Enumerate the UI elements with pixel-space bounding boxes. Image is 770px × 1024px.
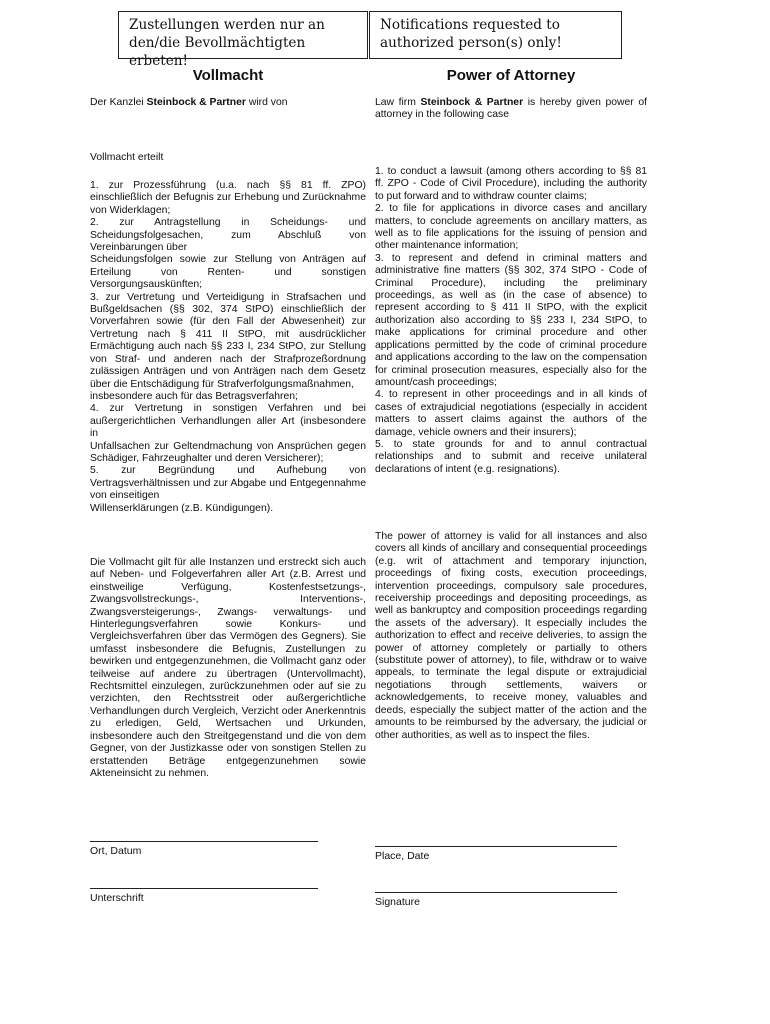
intro-german-prefix: Der Kanzlei — [90, 97, 147, 108]
notice-text-german: Zustellungen werden nur an den/die Bevollmächtigten erbeten! — [129, 17, 325, 69]
clauses-english — [375, 166, 647, 476]
clause-english-1: 1. to conduct a lawsuit (among others according to §§ 81 ff. ZPO - Code of Civil Procedure), including the authority to put forward and to withdraw counter claims; — [375, 166, 647, 202]
validity-paragraph-german: Die Vollmacht gilt für alle Instanzen und erstreckt sich auch auf Neben- und Folgeverfahren aller Art (z.B. Arrest und einstweilige Verfügung, Kostenfestsetzungs-, Zwangsvollstreckungs-, Interventions-, Zwangsversteigerungs-, Zwangs- verwaltungs- und Hinterlegungsverfahren sowie Konkurs- und Vergleichsverfahren über das Vermögen des Gegners). Sie umfasst insbesondere die Befugnis, Zustellungen zu bewirken und entgegenzunehmen, die Vollmacht ganz oder teilweise auf andere zu übertragen (Untervollmacht), Rechtsmittel einzulegen, zurückzunehmen oder auf sie zu verzichten, den Rechtsstreit oder außergerichtliche Verhandlungen durch Vergleich, Verzicht oder Anerkenntnis zu erledigen, Geld, Wertsachen und Urkunden, insbesondere auch den Streitgegenstand und die von dem Gegner, von der Justizkasse oder von sonstigen Stellen zu erstattenden Beträge entgegenzunehmen sowie Akteneinsicht zu nehmen. — [90, 557, 366, 779]
clauses-german — [90, 180, 366, 515]
clause-german-2: 2. zur Antragstellung in Scheidungs- und Scheidungsfolgesachen, zum Abschluß von Vereinbarungen über Scheidungsfolgen sowie zur Stellung von Anträgen auf Erteilung von Renten- und sonstigen Versorgungsauskünften; — [90, 217, 366, 291]
clause-english-4: 4. to represent in other proceedings and in all kinds of cases of extrajudicial negotiations (especially in accident matters to assert claims against the authors of the damage, vehicle owners and their insurers); — [375, 389, 647, 438]
clause-german-3: 3. zur Vertretung und Verteidigung in Strafsachen und Bußgeldsachen (§§ 302, 374 StPO) einschließlich der Vorverfahren sowie (für den Fall der Abwesenheit) zur Vertretung nach § 411 II StPO, mit ausdrücklicher Ermächtigung auch nach §§ 233 I, 234 StPO, zur Stellung von Straf- und anderen nach der Strafprozeßordnung zulässigen Anträgen und von Anträgen nach dem Gesetz über die Entschädigung für Strafverfolgungsmaßnahmen, insbesondere auch für das Betragsverfahren; — [90, 291, 366, 402]
firm-name-german: Steinbock & Partner — [146, 97, 246, 108]
unterschrift-line — [90, 888, 318, 889]
signature-label: Signature — [375, 896, 420, 908]
ort-datum-line — [90, 841, 318, 842]
heading-power-of-attorney: Power of Attorney — [446, 67, 576, 84]
clause-german-4: 4. zur Vertretung in sonstigen Verfahren und bei außergerichtlichen Verhandlungen aller Art (insbesondere in Unfallsachen zur Geltendmachung von Ansprüchen gegen Schädiger, Fahrzeughalter und deren Versicherer); — [90, 403, 366, 464]
intro-german-suffix: wird von — [245, 97, 288, 108]
intro-german — [90, 97, 366, 109]
clause-english-3: 3. to represent and defend in criminal matters and administrative fine matters (§§ 302, 374 StPO - Code of Criminal Procedure), including the preliminary proceedings, as well as (in the case of absence) to represent according to § 411 II StPO, with the explicit authorization also according to §§ 233 I, 234 StPO, to make applications for criminal procedure and other applications permitted by the code of criminal procedure and applications according to the law on the compensation for criminal prosecution measures, especially also for the amount/cash proceedings; — [375, 252, 647, 388]
place-date-label: Place, Date — [375, 850, 430, 862]
firm-name-english: Steinbock & Partner — [420, 97, 524, 108]
ort-datum-label: Ort, Datum — [90, 845, 142, 857]
clause-german-1: 1. zur Prozessführung (u.a. nach §§ 81 ff. ZPO) einschließlich der Befugnis zur Erhebung und Zurücknahme von Widerklagen; — [90, 180, 366, 216]
place-date-line — [375, 846, 617, 847]
clause-english-2: 2. to file for applications in divorce cases and ancillary matters, to conclude agreements on ancillary matters, as well as to file applications for the issuing of pension and other maintenance information; — [375, 203, 647, 252]
clause-english-5: 5. to state grounds for and to annul contractual relationships and to submit and receive unilateral declarations of intent (e.g. resignations). — [375, 438, 647, 475]
heading-vollmacht: Vollmacht — [192, 67, 264, 84]
intro-english-suffix: is hereby given power of attorney in the following case — [375, 97, 647, 121]
notice-text-english: Notifications requested to authorized person(s) only! — [380, 17, 562, 51]
intro-english-prefix: Law firm — [375, 97, 421, 108]
intro-english — [375, 97, 647, 122]
unterschrift-label: Unterschrift — [90, 892, 144, 904]
vollmacht-erteilt: Vollmacht erteilt — [90, 152, 164, 163]
notice-box-german — [118, 11, 368, 69]
clause-german-5: 5. zur Begründung und Aufhebung von Vertragsverhältnissen und zur Abgabe und Entgegennahme von einseitigen Willenserklärungen (z.B. Kündigungen). — [90, 465, 366, 514]
notice-box-english — [369, 11, 622, 59]
signature-line — [375, 892, 617, 893]
validity-paragraph-english: The power of attorney is valid for all instances and also covers all kinds of ancillary and consequential proceedings (e.g. writ of attachment and temporary injunction, proceedings of fixing costs, execution proceedings, intervention proceedings, compulsory sale procedures, receivership proceedings and depositing proceedings, as well as bankruptcy and composition proceedings regarding the assets of the adversary). It especially includes the authorization to effect and receive deliveries, to assign the power of attorney completely or partially to others (substitute power of attorney), to file, withdraw or to waive appeals, to terminate the legal dispute or extrajudicial negotiations through settlements, waivers or acknowledgements, to receive money, valuables and deeds, especially the subject matter of the action and the amounts to be reimbursed by the adversary, the judicial or other authorities, as well as to inspect the files. — [375, 531, 647, 741]
